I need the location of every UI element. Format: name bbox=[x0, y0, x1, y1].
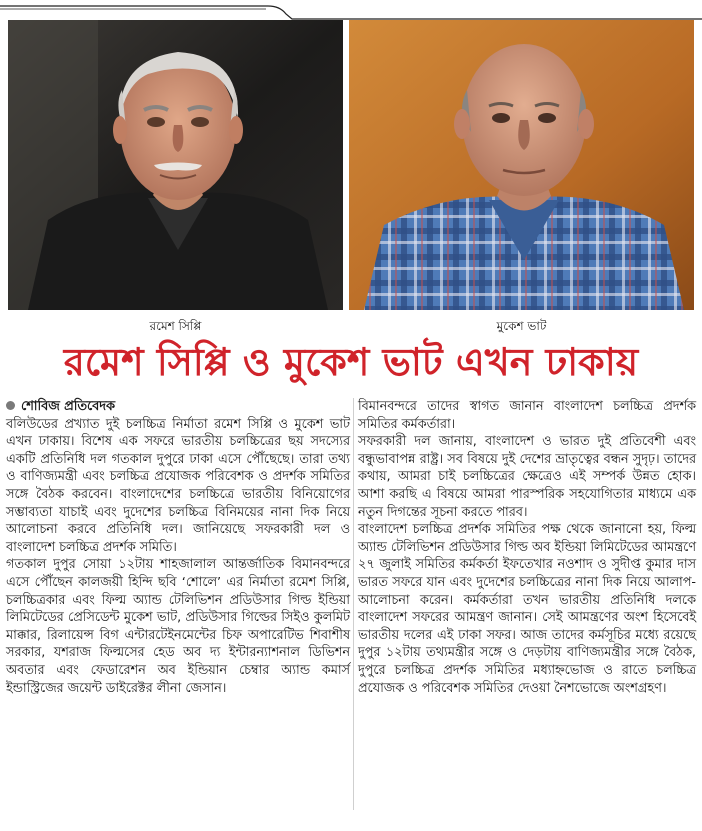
article-paragraph: বিমানবন্দরে তাদের স্বাগত জানান বাংলাদেশ চলচ্চিত্র প্রদর্শক সমিতির কর্মকর্তারা। bbox=[358, 399, 696, 432]
photo-caption-left: রমেশ সিপ্পি bbox=[149, 319, 202, 333]
mukesh-bhatt-photo bbox=[349, 20, 694, 310]
column-divider bbox=[353, 398, 354, 810]
bullet-icon bbox=[6, 401, 15, 410]
article-paragraph: সফরকারী দল জানায়, বাংলাদেশ ও ভারত দুই প্রতিবেশী এবং বন্ধুভাবাপন্ন রাষ্ট্র। সব বিষয়ে দুই দেশের ভ্রাতৃত্বের বন্ধন সুদৃঢ়। তাদের কথায়, আমরা চাই চলচ্চিত্রের ক্ষেত্রেও এই সম্পর্ক উন্নত হোক। আশা করছি এ বিষয়ে আমরা পারস্পরিক সহযোগিতার মাধ্যমে এক নতুন দিগন্তের সূচনা করতে পারব। bbox=[358, 434, 696, 520]
article-column-left bbox=[6, 398, 350, 697]
byline-line bbox=[6, 398, 350, 416]
ramesh-sippy-photo bbox=[8, 20, 343, 310]
headline: রমেশ সিপ্পি ও মুকেশ ভাট এখন ঢাকায় bbox=[63, 340, 639, 384]
article-paragraph: বলিউডের প্রখ্যাত দুই চলচ্চিত্র নির্মাতা রমেশ সিপ্পি ও মুকেশ ভাট এখন ঢাকায়। বিশেষ এক সফরে ভারতীয় চলচ্চিত্রের ছয় সদস্যের একটি প্রতিনিধি দল গতকাল দুপুরে ঢাকা এসে পৌঁছেছে। তারা তথ্য ও বাণিজ্যমন্ত্রী এবং চলচ্চিত্র প্রযোজক পরিবেশক ও প্রদর্শক সমিতির সঙ্গে বৈঠক করবেন। বাংলাদেশের চলচ্চিত্রে ভারতীয় বিনিয়োগের সম্ভাব্যতা যাচাই এবং দুদেশের চলচ্চিত্র বিনিময়ের নানা দিক নিয়ে আলোচনা করবে প্রতিনিধি দল। জানিয়েছে সফরকারী দল ও বাংলাদেশ চলচ্চিত্র প্রদর্শক সমিতি। bbox=[6, 416, 350, 555]
photo-caption-right: মুকেশ ভাট bbox=[496, 319, 547, 333]
article-paragraph: গতকাল দুপুর সোয়া ১২টায় শাহজালাল আন্তর্জাতিক বিমানবন্দরে এসে পৌঁছেন কালজয়ী হিন্দি ছবি ‘শোলে’ এর নির্মাতা রমেশ সিপ্পি, চলচ্চিত্রকার এবং ফিল্ম অ্যান্ড টেলিভিশন প্রডিউসার গিল্ড ইন্ডিয়া লিমিটেডের প্রেসিডেন্ট মুকেশ ভাট, প্রডিউসার গিল্ডের সিইও কুলমিট মাক্কার, রিলায়েন্স বিগ এন্টারটেইনমেন্টের চিফ অপারেটিভ শিবাশীষ সরকার, যশরাজ ফিল্মসের হেড অব দ্য ইন্টারন্যাশনাল ডিভিশন অবতার এবং ফেডারেশন অব ইন্ডিয়ান চেম্বার অ্যান্ড কমার্স ইন্ডাস্ট্রিজের জয়েন্ট ডাইরেক্টর লীনা জেসান। bbox=[6, 557, 350, 696]
byline: শোবিজ প্রতিবেদক bbox=[21, 399, 115, 414]
top-border-rule bbox=[0, 0, 702, 20]
article-column-right bbox=[358, 398, 696, 697]
article-paragraph: বাংলাদেশ চলচ্চিত্র প্রদর্শক সমিতির পক্ষ থেকে জানানো হয়, ফিল্ম অ্যান্ড টেলিভিশন প্রডিউসার গিল্ড অব ইন্ডিয়া লিমিটেডের আমন্ত্রণে ২৭ জুলাই সমিতির কর্মকর্তা ইফতেখার নওশাদ ও সুদীপ্ত কুমার দাস ভারত সফরে যান এবং দুদেশের চলচ্চিত্রের নানা দিক নিয়ে আলাপ-আলোচনা করেন। কর্মকর্তারা তখন ভারতীয় প্রতিনিধি দলকে বাংলাদেশ সফরের আমন্ত্রণ জানান। সেই আমন্ত্রণের অংশ হিসেবেই ভারতীয় দলের এই ঢাকা সফর। আজ তাদের কর্মসূচির মধ্যে রয়েছে দুপুর ১২টায় তথ্যমন্ত্রীর সঙ্গে ও দেড়টায় বাণিজ্যমন্ত্রীর সঙ্গে বৈঠক, দুপুরে চলচ্চিত্র প্রদর্শক সমিতির মধ্যাহ্নভোজ ও রাতে চলচ্চিত্র প্রযোজক ও পরিবেশক সমিতির দেওয়া নৈশভোজে অংশগ্রহণ। bbox=[358, 522, 696, 696]
